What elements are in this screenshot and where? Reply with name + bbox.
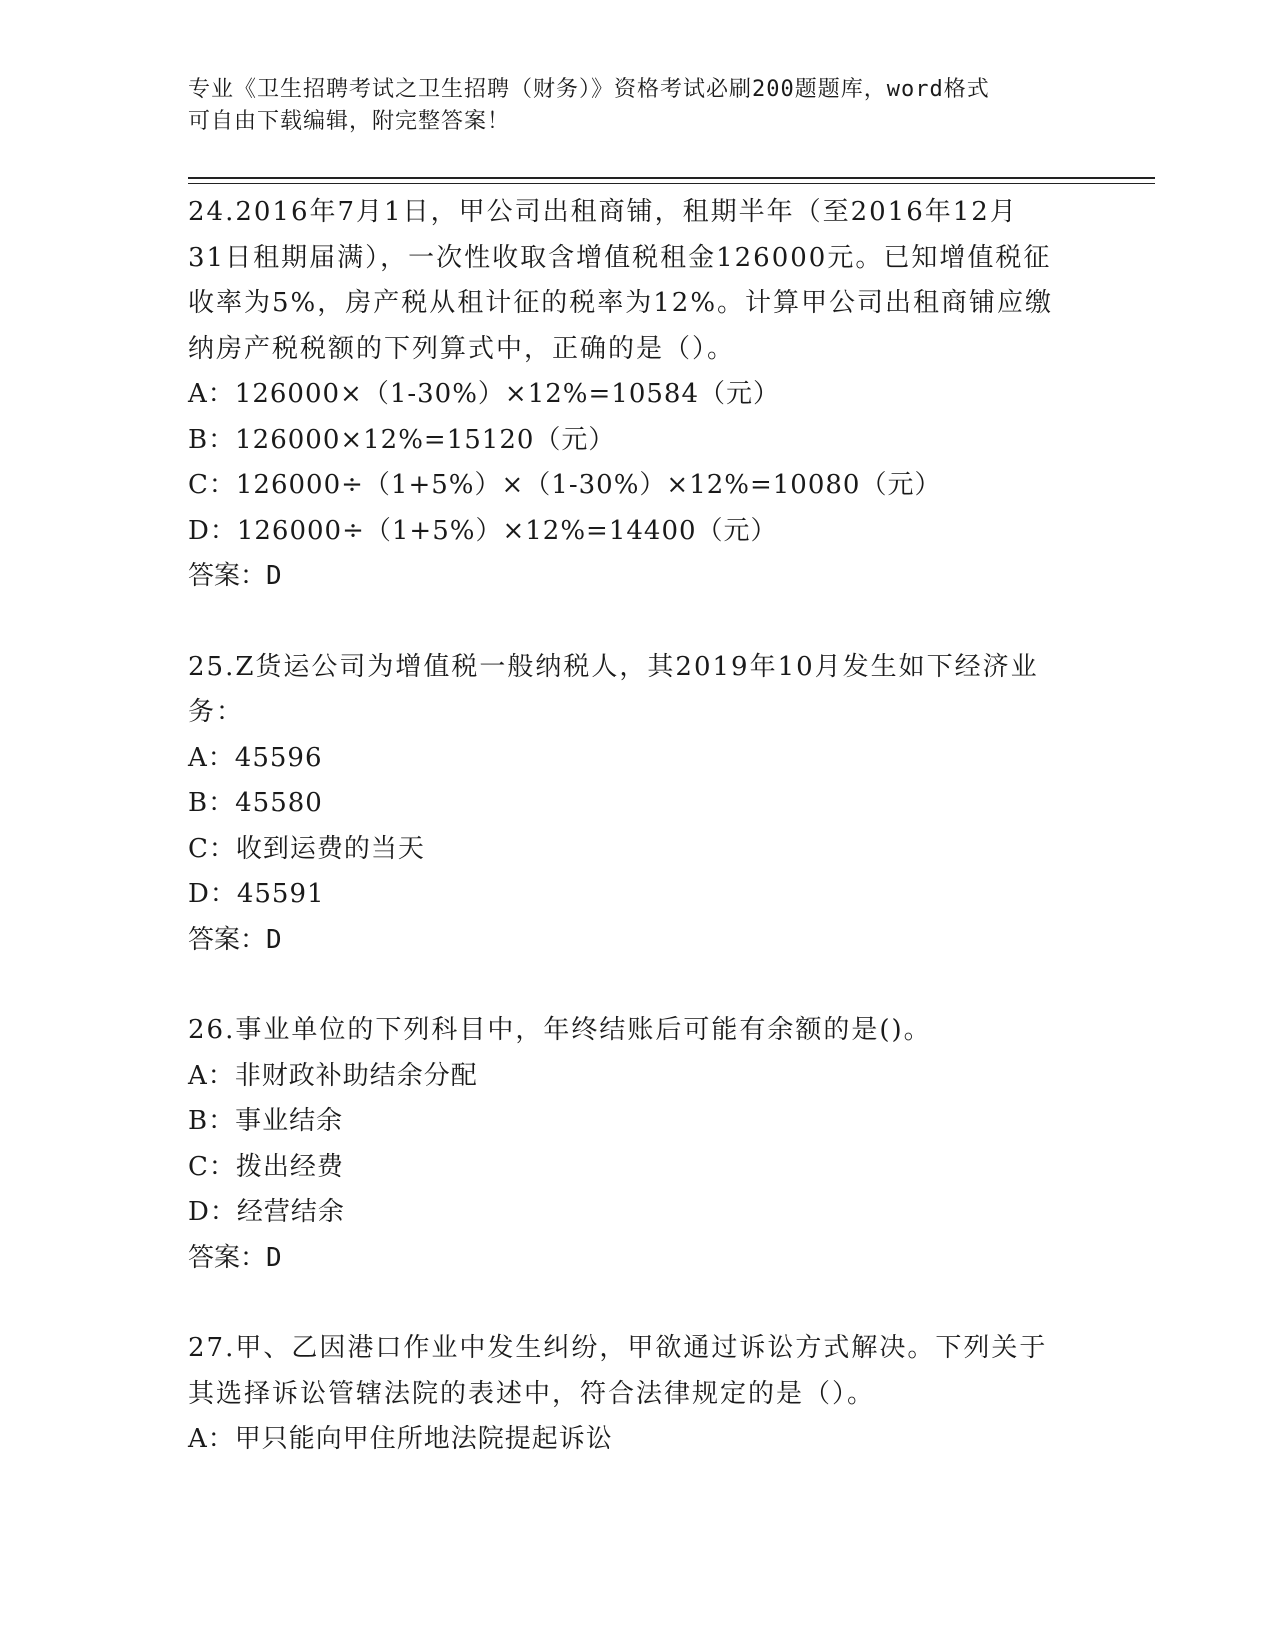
option-a: A：126000×（1-30%）×12%=10584（元） <box>188 379 780 409</box>
question-text-line: 24.2016年7月1日，甲公司出租商铺，租期半年（至2016年12月 <box>188 197 1018 227</box>
option-a: A：非财政补助结余分配 <box>188 1060 478 1091</box>
question-text-line: 其选择诉讼管辖法院的表述中，符合法律规定的是（）。 <box>188 1378 876 1409</box>
option-b: B：126000×12%=15120（元） <box>188 424 616 455</box>
option-a: A：45596 <box>188 742 323 773</box>
answer-label: 答案：D <box>188 1242 282 1273</box>
question-list <box>188 190 1088 1508</box>
header-divider-thin <box>188 183 1155 184</box>
option-d: D：经营结余 <box>188 1197 345 1227</box>
option-a: A：甲只能向甲住所地法院提起诉讼 <box>188 1424 613 1454</box>
question-text-line: 31日租期届满），一次性收取含增值税租金126000元。已知增值税征 <box>188 242 1052 273</box>
question-text-line: 收率为5%，房产税从租计征的税率为12%。计算甲公司出租商铺应缴 <box>188 288 1054 318</box>
option-b: B：45580 <box>188 788 323 818</box>
question-text-line: 26.事业单位的下列科目中，年终结账后可能有余额的是()。 <box>188 1015 932 1045</box>
question-text-line: 27.甲、乙因港口作业中发生纠纷，甲欲通过诉讼方式解决。下列关于 <box>188 1333 1048 1363</box>
option-c: C：收到运费的当天 <box>188 833 425 864</box>
option-b: B：事业结余 <box>188 1106 344 1136</box>
question-text-line: 纳房产税税额的下列算式中，正确的是（）。 <box>188 333 736 364</box>
question-24 <box>188 190 1088 600</box>
document-header <box>188 74 1068 138</box>
question-27 <box>188 1326 1088 1463</box>
option-d: D：126000÷（1+5%）×12%=14400（元） <box>188 515 778 546</box>
question-25 <box>188 645 1088 964</box>
option-c: C：126000÷（1+5%）×（1-30%）×12%=10080（元） <box>188 470 942 500</box>
header-line-2: 可自由下载编辑，附完整答案！ <box>188 109 511 134</box>
question-text-line: 务： <box>188 697 245 727</box>
question-26 <box>188 1008 1088 1281</box>
question-text-line: 25.Z货运公司为增值税一般纳税人，其2019年10月发生如下经济业 <box>188 651 1039 682</box>
header-divider-thick <box>188 177 1155 179</box>
answer-label: 答案：D <box>188 924 282 955</box>
header-line-1: 专业《卫生招聘考试之卫生招聘（财务）》资格考试必刷200题题库，word格式 <box>188 77 990 102</box>
option-d: D：45591 <box>188 879 325 909</box>
answer-label: 答案：D <box>188 561 282 591</box>
option-c: C：拨出经费 <box>188 1151 344 1182</box>
